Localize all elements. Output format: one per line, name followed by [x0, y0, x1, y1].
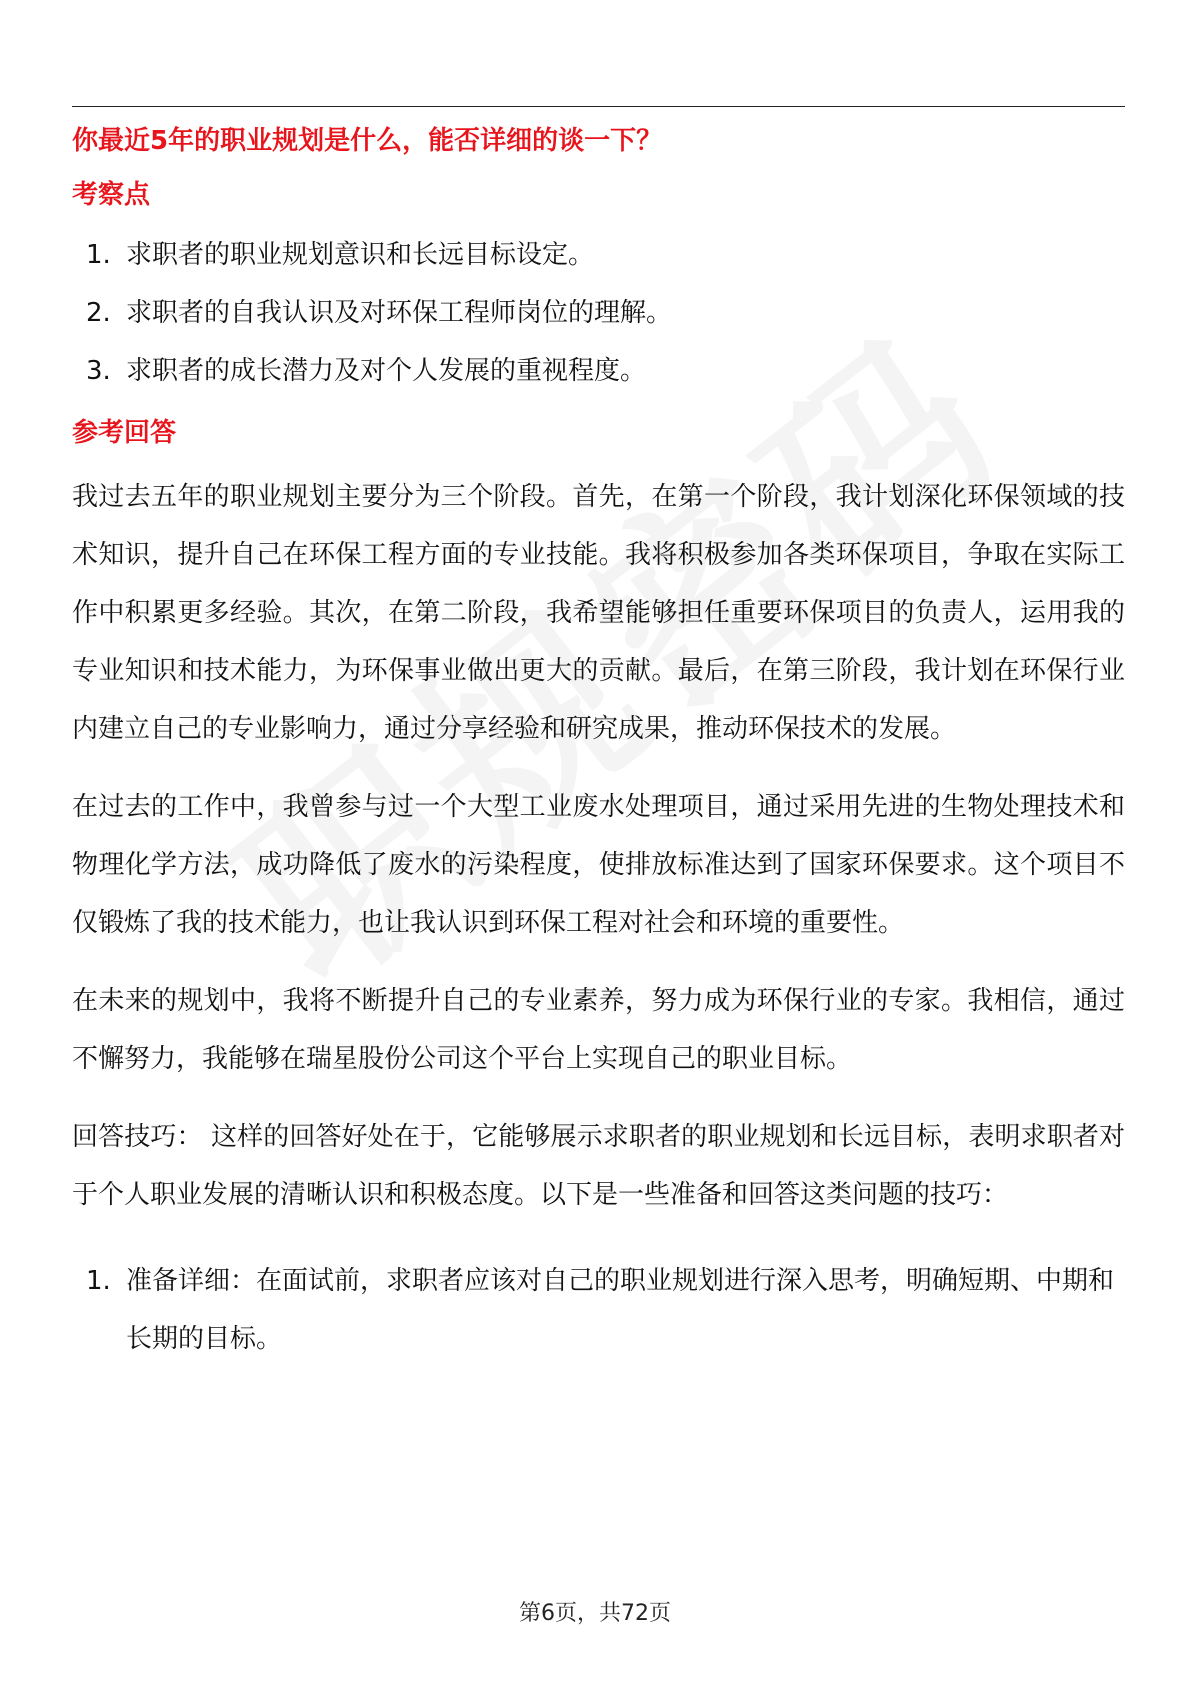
answer-heading: 参考回答 [72, 418, 177, 448]
list-item-text: 求职者的自我认识及对环保工程师岗位的理解。 [126, 298, 673, 328]
list-item-text: 求职者的成长潜力及对个人发展的重视程度。 [126, 356, 647, 386]
tips-intro-paragraph: 回答技巧： 这样的回答好处在于，它能够展示求职者的职业规划和长远目标，表明求职者对于个人职业发展的清晰认识和积极态度。以下是一些准备和回答这类问题的技巧： [72, 1122, 1125, 1210]
list-item [72, 1252, 1125, 1368]
answer-paragraph: 在未来的规划中，我将不断提升自己的专业素养，努力成为环保行业的专家。我相信，通过不懈努力，我能够在瑞星股份公司这个平台上实现自己的职业目标。 [72, 986, 1125, 1074]
list-item [72, 296, 1125, 330]
top-rule-divider [72, 106, 1125, 107]
tips-list [72, 1252, 1125, 1368]
answer-paragraph: 在过去的工作中，我曾参与过一个大型工业废水处理项目，通过采用先进的生物处理技术和物理化学方法，成功降低了废水的污染程度，使排放标准达到了国家环保要求。这个项目不仅锻炼了我的技术能力，也让我认识到环保工程对社会和环境的重要性。 [72, 792, 1125, 938]
list-item [72, 354, 1125, 388]
list-item [72, 238, 1125, 272]
answer-paragraph: 我过去五年的职业规划主要分为三个阶段。首先，在第一个阶段，我计划深化环保领域的技术知识，提升自己在环保工程方面的专业技能。我将积极参加各类环保项目，争取在实际工作中积累更多经验。其次，在第二阶段，我希望能够担任重要环保项目的负责人，运用我的专业知识和技术能力，为环保事业做出更大的贡献。最后，在第三阶段，我计划在环保行业内建立自己的专业影响力，通过分享经验和研究成果，推动环保技术的发展。 [72, 482, 1125, 744]
list-item-number: 1. [86, 1266, 111, 1296]
page-content [72, 120, 1125, 1368]
list-item-number: 1. [86, 240, 111, 270]
assessment-heading: 考察点 [72, 180, 151, 210]
assessment-list [72, 238, 1125, 388]
list-item-text: 求职者的职业规划意识和长远目标设定。 [126, 240, 595, 270]
page-number-footer: 第6页，共72页 [519, 1601, 671, 1626]
list-item-number: 2. [86, 298, 111, 328]
list-item-number: 3. [86, 356, 111, 386]
list-item-text: 准备详细：在面试前，求职者应该对自己的职业规划进行深入思考，明确短期、中期和长期的目标。 [126, 1266, 1115, 1354]
question-title: 你最近5年的职业规划是什么，能否详细的谈一下？ [72, 126, 663, 156]
